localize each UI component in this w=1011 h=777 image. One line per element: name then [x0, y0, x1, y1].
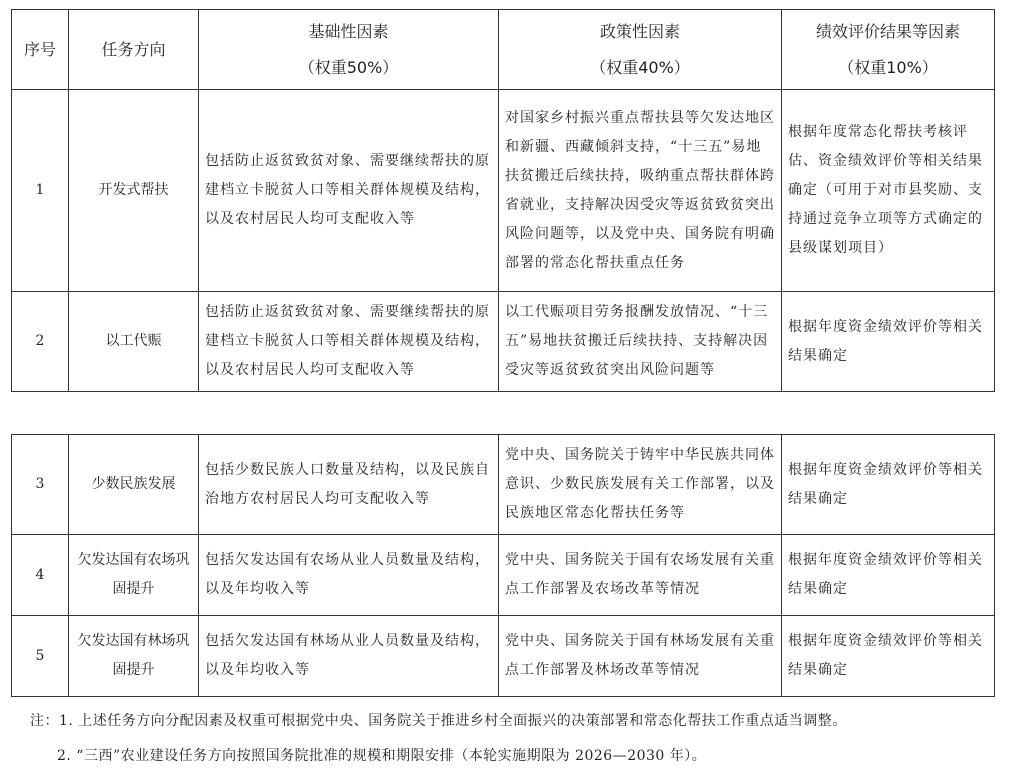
header-perf-weight: （权重10%）: [838, 57, 938, 77]
policy-factors: 以工代赈项目劳务报酬发放情况、“十三五”易地扶贫搬迁后续扶持、支持解决因受灾等返贫致贫突出风险问题等: [499, 292, 782, 392]
header-policy-weight: （权重40%）: [590, 57, 690, 77]
header-perf: [782, 10, 995, 90]
row-number: 1: [12, 90, 69, 292]
header-direction: 任务方向: [69, 10, 199, 90]
table-row: [12, 535, 995, 616]
header-basic: [199, 10, 499, 90]
task-direction: 欠发达国有林场巩固提升: [69, 616, 199, 697]
basic-factors: 包括防止返贫致贫对象、需要继续帮扶的原建档立卡脱贫人口等相关群体规模及结构，以及农村居民人均可支配收入等: [199, 90, 499, 292]
table-row: [12, 616, 995, 697]
table-row: [12, 435, 995, 535]
header-policy: [499, 10, 782, 90]
performance-factors: 根据年度常态化帮扶考核评估、资金绩效评价等相关结果确定（可用于对市县奖励、支持通过竞争立项等方式确定的县级谋划项目）: [782, 90, 995, 292]
basic-factors: 包括少数民族人口数量及结构，以及民族自治地方农村居民人均可支配收入等: [199, 435, 499, 535]
row-number: 5: [12, 616, 69, 697]
row-number: 2: [12, 292, 69, 392]
table-row: [12, 90, 995, 292]
allocation-table-part1: [11, 9, 995, 392]
table-row: [12, 292, 995, 392]
allocation-table-part2: [11, 434, 995, 697]
policy-factors: 党中央、国务院关于国有林场发展有关重点工作部署及林场改革等情况: [499, 616, 782, 697]
task-direction: 开发式帮扶: [69, 90, 199, 292]
policy-factors: 党中央、国务院关于国有农场发展有关重点工作部署及农场改革等情况: [499, 535, 782, 616]
task-direction: 少数民族发展: [69, 435, 199, 535]
performance-factors: 根据年度资金绩效评价等相关结果确定: [782, 292, 995, 392]
basic-factors: 包括欠发达国有农场从业人员数量及结构，以及年均收入等: [199, 535, 499, 616]
performance-factors: 根据年度资金绩效评价等相关结果确定: [782, 616, 995, 697]
basic-factors: 包括欠发达国有林场从业人员数量及结构，以及年均收入等: [199, 616, 499, 697]
header-seq: 序号: [12, 10, 69, 90]
header-perf-title: 绩效评价结果等因素: [815, 21, 960, 41]
header-basic-weight: （权重50%）: [298, 57, 399, 77]
policy-factors: 党中央、国务院关于铸牢中华民族共同体意识、少数民族发展有关工作部署，以及民族地区常态化帮扶任务等: [499, 435, 782, 535]
basic-factors: 包括防止返贫致贫对象、需要继续帮扶的原建档立卡脱贫人口等相关群体规模及结构，以及农村居民人均可支配收入等: [199, 292, 499, 392]
header-basic-title: 基础性因素: [308, 21, 389, 41]
footnote-2: 2. “三西”农业建设任务方向按照国务院批准的规模和期限安排（本轮实施期限为 2026—2030 年）。: [57, 748, 707, 764]
row-number: 4: [12, 535, 69, 616]
footnote-1: 注：1. 上述任务方向分配因素及权重可根据党中央、国务院关于推进乡村全面振兴的决策部署和常态化帮扶工作重点适当调整。: [30, 713, 847, 729]
performance-factors: 根据年度资金绩效评价等相关结果确定: [782, 535, 995, 616]
table-header-row: [12, 10, 995, 90]
performance-factors: 根据年度资金绩效评价等相关结果确定: [782, 435, 995, 535]
row-number: 3: [12, 435, 69, 535]
task-direction: 欠发达国有农场巩固提升: [69, 535, 199, 616]
policy-factors: 对国家乡村振兴重点帮扶县等欠发达地区和新疆、西藏倾斜支持，“十三五”易地扶贫搬迁后续扶持，吸纳重点帮扶群体跨省就业，支持解决因受灾等返贫致贫突出风险问题等，以及党中央、国务院有明确部署的常态化帮扶重点任务: [499, 90, 782, 292]
header-policy-title: 政策性因素: [599, 21, 680, 41]
task-direction: 以工代赈: [69, 292, 199, 392]
